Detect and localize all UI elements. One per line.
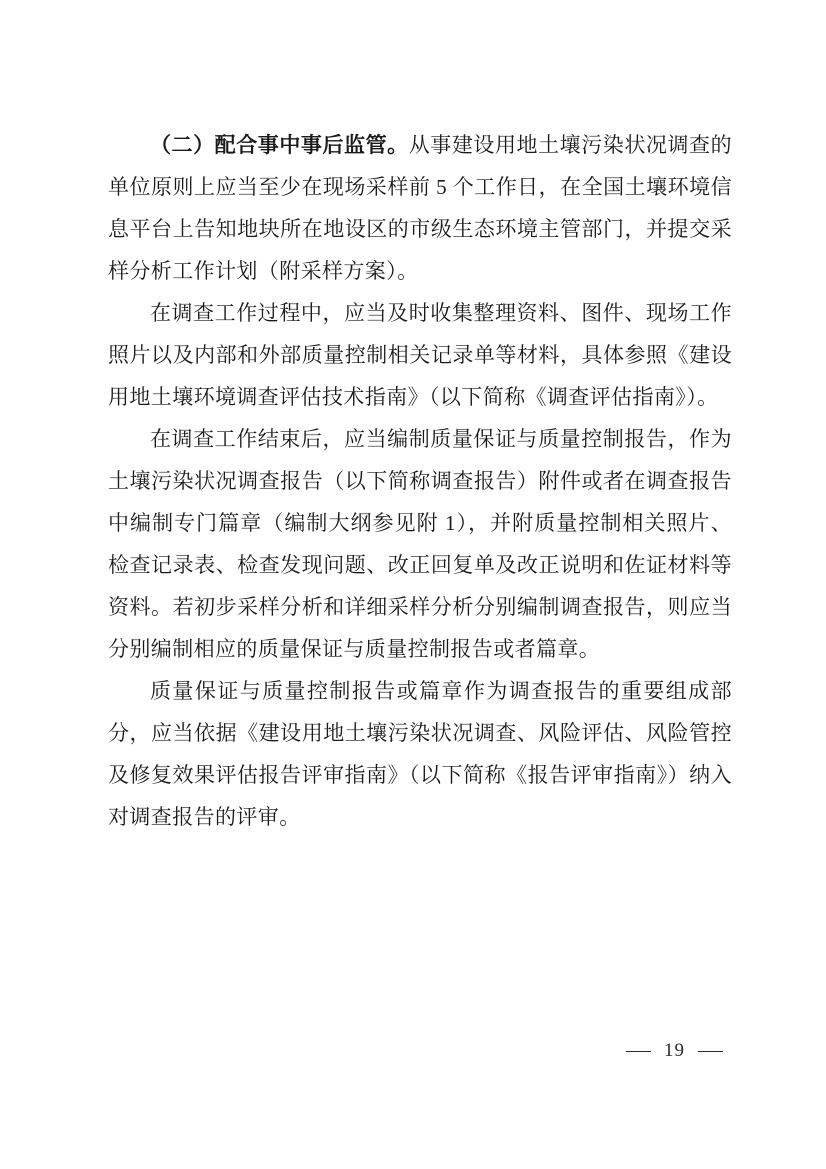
footer-left-dash: — (626, 1040, 651, 1061)
paragraph-after-survey (108, 418, 732, 670)
page-number-footer (626, 1036, 723, 1066)
paragraph-supervision (108, 124, 732, 292)
footer-right-dash: — (698, 1040, 723, 1061)
paragraph-text: 在调查工作结束后，应当编制质量保证与质量控制报告，作为土壤污染状况调查报告（以下简称调查报告）附件或者在调查报告中编制专门篇章（编制大纲参见附 1），并附质量控制相关照片、检查记录表、检查发现问题、改正回复单及改正说明和佐证材料等资料。若初步采样分析和详细采样分析分别编制调查报告，则应当分别编制相应的质量保证与质量控制报告或者篇章。 (108, 427, 732, 661)
paragraph-text: 质量保证与质量控制报告或篇章作为调查报告的重要组成部分，应当依据《建设用地土壤污染状况调查、风险评估、风险管控及修复效果评估报告评审指南》（以下简称《报告评审指南》）纳入对调查报告的评审。 (108, 679, 732, 829)
paragraph-report-review (108, 670, 732, 838)
paragraph-during-survey (108, 292, 732, 418)
paragraph-text: 在调查工作过程中，应当及时收集整理资料、图件、现场工作照片以及内部和外部质量控制相关记录单等材料，具体参照《建设用地土壤环境调查评估技术指南》（以下简称《调查评估指南》）。 (108, 301, 732, 409)
paragraph-lead-heading: （二）配合事中事后监管。 (150, 133, 409, 157)
document-body (108, 124, 732, 838)
page-number: 19 (664, 1040, 685, 1061)
paragraph-text: 从事建设用地土壤污染状况调查的单位原则上应当至少在现场采样前 5 个工作日，在全国土壤环境信息平台上告知地块所在地设区的市级生态环境主管部门，并提交采样分析工作计划（附采样方案）。 (108, 133, 732, 283)
